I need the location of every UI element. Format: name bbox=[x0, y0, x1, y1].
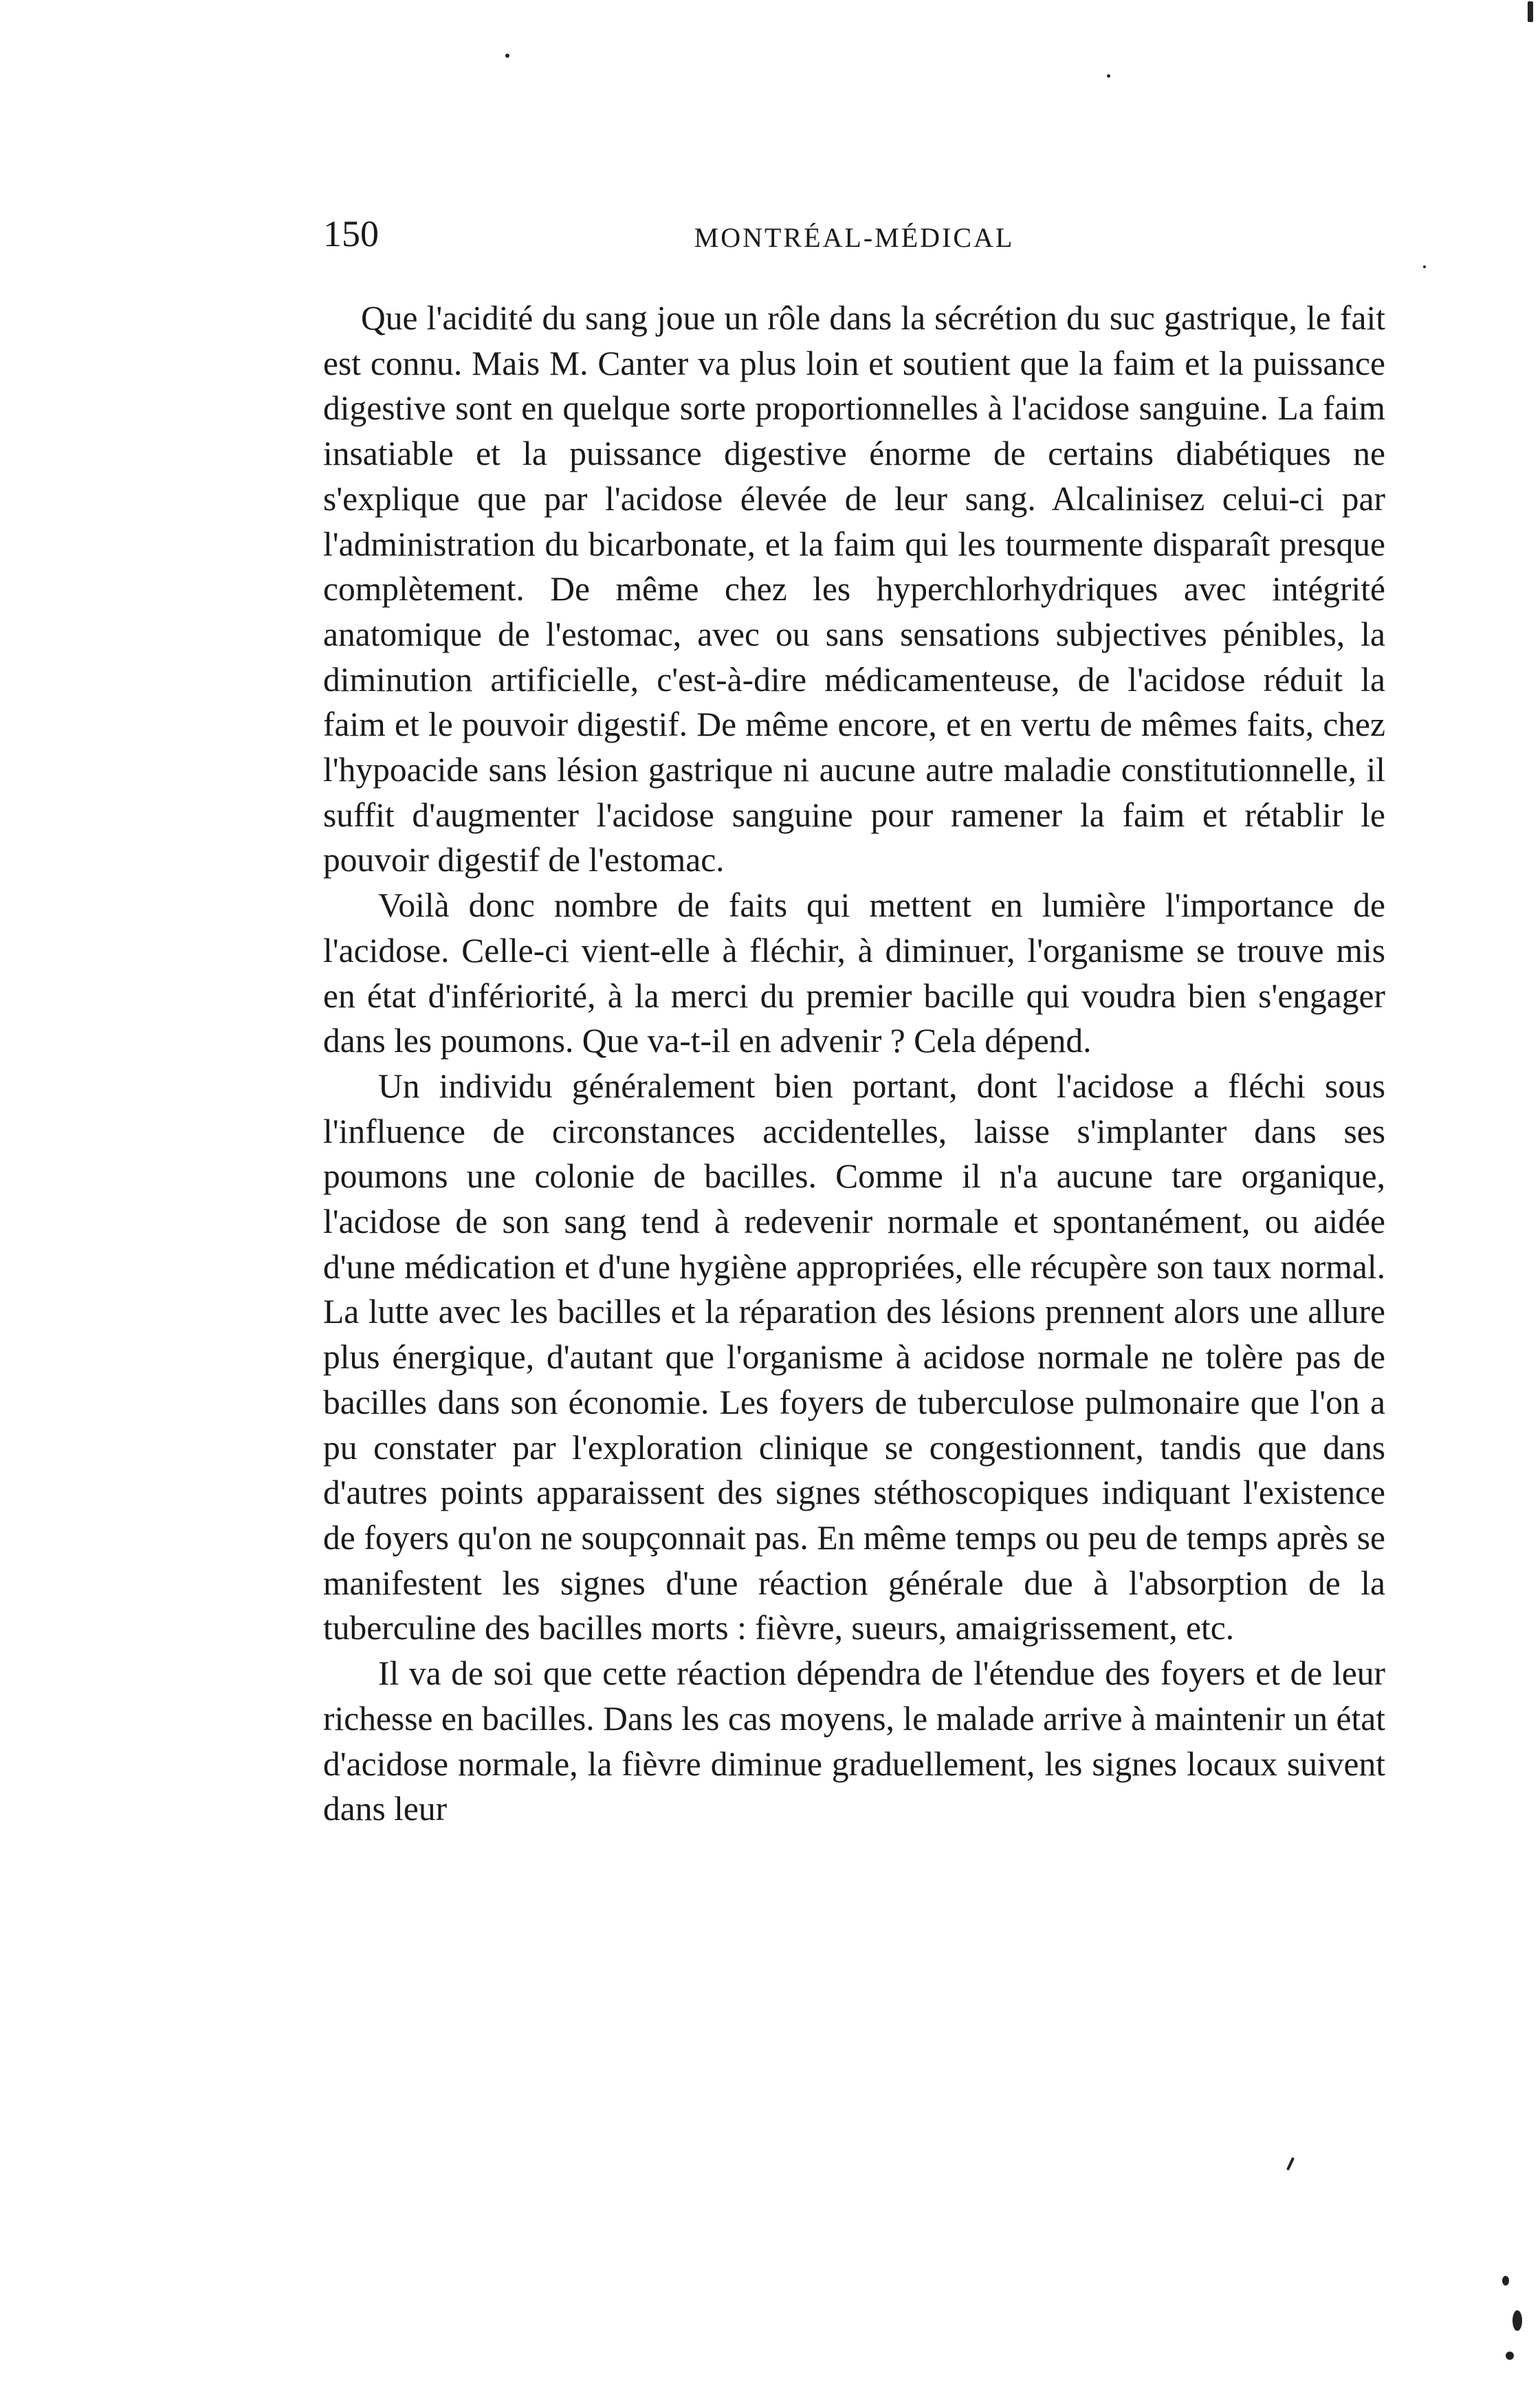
scan-speck bbox=[1528, 1, 1533, 22]
paragraph-3: Un individu généralement bien portant, dont l'acidose a fléchi sous l'influence de circonstances accidentelles, laisse s'implanter dans ses poumons une colonie de bacilles. Comme il n'a aucune tare organique, l'acidose de son sang tend à redevenir normale et spontanément, ou aidée d'une médication et d'une hygiène appropriées, elle récupère son taux normal. La lutte avec les bacilles et la réparation des lésions prennent alors une allure plus énergique, d'autant que l'organisme à acidose normale ne tolère pas de bacilles dans son économie. Les foyers de tuberculose pulmonaire que l'on a pu constater par l'exploration clinique se congestionnent, tandis que dans d'autres points apparaissent des signes stéthoscopiques indiquant l'existence de foyers qu'on ne soupçonnait pas. En même temps ou peu de temps après se manifestent les signes d'une réaction générale due à l'absorption de la tuberculine des bacilles morts : fièvre, sueurs, amaigrissement, etc. bbox=[323, 1066, 1385, 1647]
scan-speck bbox=[505, 54, 509, 58]
page-header bbox=[323, 206, 1385, 261]
scan-speck bbox=[1423, 265, 1426, 268]
scan-speck bbox=[1506, 2352, 1514, 2360]
scan-speck bbox=[1502, 2276, 1509, 2286]
scan-speck bbox=[1286, 2157, 1295, 2171]
scan-speck bbox=[1107, 74, 1110, 78]
body-text bbox=[323, 296, 1385, 1832]
paragraph-4: Il va de soi que cette réaction dépendra de l'étendue des foyers et de leur richesse en bacilles. Dans les cas moyens, le malade arrive à maintenir un état d'acidose normale, la fièvre diminue graduellement, les signes locaux suivent dans leur bbox=[323, 1654, 1385, 1828]
paragraph-2: Voilà donc nombre de faits qui mettent en lumière l'importance de l'acidose. Celle-ci vient-elle à fléchir, à diminuer, l'organisme se trouve mis en état d'infériorité, à la merci du premier bacille qui voudra bien s'engager dans les poumons. Que va-t-il en advenir ? Cela dépend. bbox=[323, 886, 1385, 1060]
page-number: 150 bbox=[323, 213, 379, 254]
scan-speck bbox=[1512, 2310, 1522, 2331]
paragraph-1: Que l'acidité du sang joue un rôle dans la sécrétion du suc gastrique, le fait est connu. Mais M. Canter va plus loin et soutient que la faim et la puissance digestive sont en quelque sorte proportionnelles à l'acidose sanguine. La faim insatiable et la puissance digestive énorme de certains diabétiques ne s'explique que par l'acidose élevée de leur sang. Alcalinisez celui-ci par l'administration du bicarbonate, et la faim qui les tourmente disparaît presque complètement. De même chez les hyperchlorhydriques avec intégrité anatomique de l'estomac, avec ou sans sensations subjectives pénibles, la diminution artificielle, c'est-à-dire médicamenteuse, de l'acidose réduit la faim et le pouvoir digestif. De même encore, et en vertu de mêmes faits, chez l'hypoacide sans lésion gastrique ni aucune autre maladie constitutionnelle, il suffit d'augmenter l'acidose sanguine pour ramener la faim et rétablir le pouvoir digestif de l'estomac. bbox=[323, 299, 1385, 879]
running-title: MONTRÉAL-MÉDICAL bbox=[694, 222, 1015, 253]
